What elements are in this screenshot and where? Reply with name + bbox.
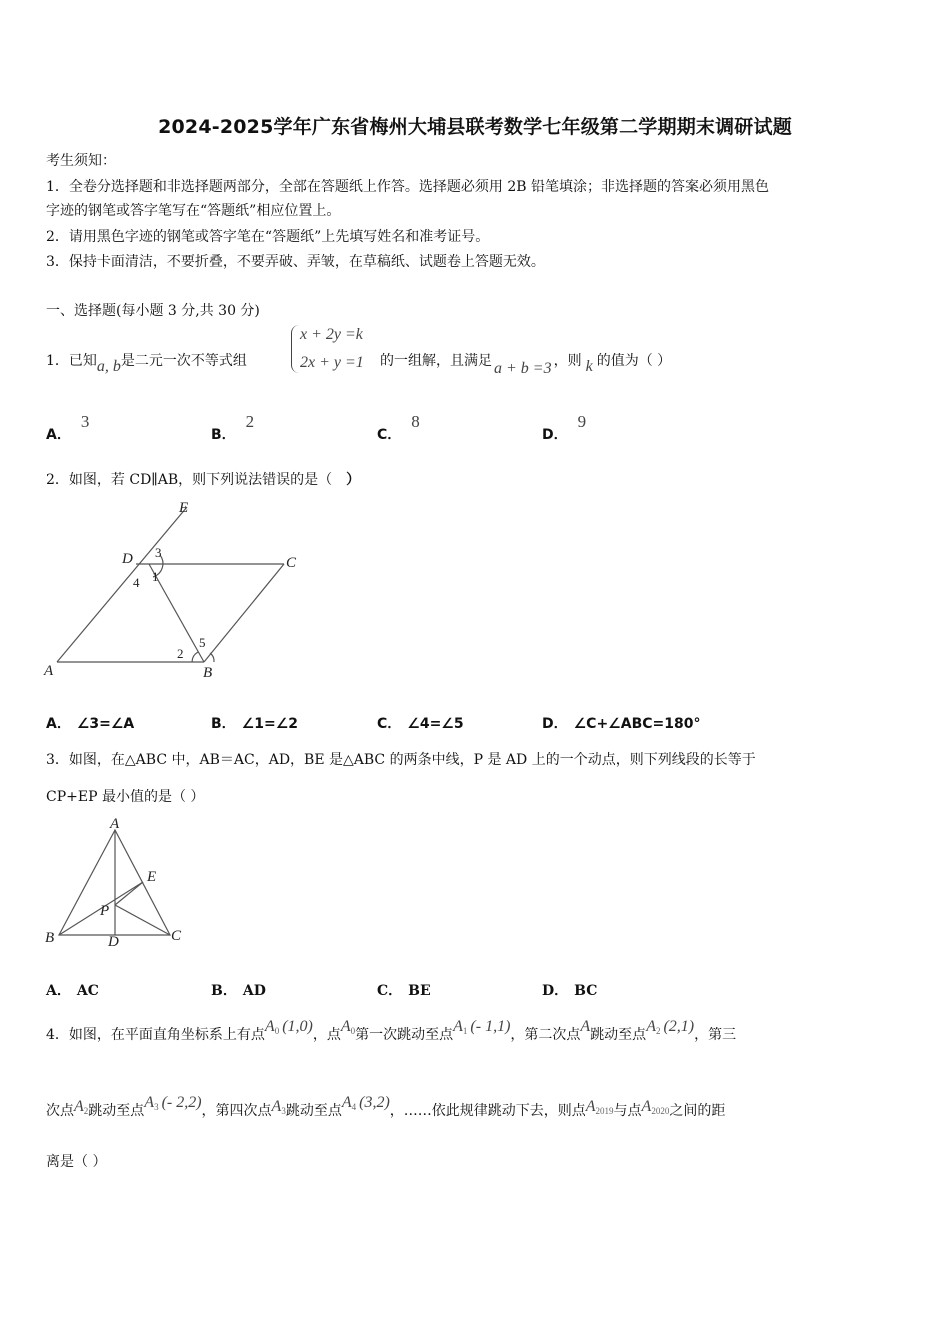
notice-item-3: 3．保持卡面清洁，不要折叠，不要弄破、弄皱，在草稿纸、试题卷上答题无效。	[46, 254, 545, 270]
q3-option-a[interactable]: A． AC	[46, 983, 99, 999]
q2-close: ）	[346, 472, 361, 488]
q1-eq1: x + 2y =k	[300, 326, 363, 343]
parallel-lines-figure	[40, 495, 310, 685]
q4-text-h: 跳动至点	[88, 1103, 145, 1119]
line-ae	[57, 507, 187, 662]
label-angle-5: 5	[199, 635, 206, 650]
q4-text-g: 次点	[46, 1103, 74, 1119]
q4-text-f: ，第三	[694, 1027, 737, 1043]
label-a: A	[44, 663, 54, 679]
q4-text-a: 4．如图，在平面直角坐标系上有点	[46, 1027, 265, 1043]
section-heading: 一、选择题(每小题 3 分,共 30 分)	[46, 303, 260, 319]
q3-option-c[interactable]: C． BE	[377, 983, 431, 999]
q4-text-e: 跳动至点	[590, 1027, 647, 1043]
q1-option-c[interactable]: C．8	[377, 412, 420, 443]
q2-option-a[interactable]: A． ∠3=∠A	[46, 716, 135, 732]
label-e: E	[147, 869, 157, 885]
q1-pre: 1．已知	[46, 353, 97, 369]
q1-cond: a + b =3	[494, 360, 552, 377]
q1-option-d[interactable]: D．9	[542, 412, 587, 443]
q4-text-m: 之间的距	[669, 1103, 726, 1119]
q1-post3: 的值为（ ）	[596, 353, 672, 369]
point-a3-ref: $A_3$	[271, 1098, 286, 1116]
label-angle-1: 1	[152, 569, 159, 584]
point-a2-ref: $A_2$	[74, 1098, 89, 1116]
question-1-cont	[380, 350, 672, 377]
system-brace	[291, 325, 300, 373]
q4-text-k: ，……依此规律跳动下去，则点	[389, 1103, 586, 1119]
q1-vars: a, b	[96, 358, 121, 375]
question-3-line-1: 3．如图，在△ABC 中，AB＝AC，AD，BE 是△ABC 的两条中线，P 是 AD 上的一个动点，则下列线段的长等于	[46, 752, 756, 768]
point-a1: $A_1$ (- 1,1)	[453, 1018, 511, 1036]
notice-heading: 考生须知：	[46, 153, 116, 169]
label-p: P	[100, 903, 110, 919]
q1-mid: 是二元一次不等式组	[120, 353, 247, 369]
point-a3: $A_3$ (- 2,2)	[144, 1094, 202, 1112]
label-b: B	[45, 930, 55, 946]
label-c: C	[171, 928, 182, 944]
point-a0-ref: $A_0$	[340, 1018, 356, 1036]
label-e: E	[179, 500, 189, 516]
q2-option-c[interactable]: C． ∠4=∠5	[377, 716, 464, 732]
q4-text-d: ，第二次点	[510, 1027, 581, 1043]
q2-text: 2．如图，若 CD∥AB，则下列说法错误的是（	[46, 472, 333, 488]
point-a2: $A_2$ (2,1)	[646, 1018, 695, 1036]
q4-text-i: ，第四次点	[201, 1103, 272, 1119]
q1-option-b[interactable]: B．2	[211, 412, 255, 443]
page-title: 2024-2025学年广东省梅州大埔县联考数学七年级第二学期期末调研试题	[158, 116, 792, 138]
line-cb	[204, 564, 284, 662]
notice-item-2: 2．请用黑色字迹的钢笔或答字笔在“答题纸”上先填写姓名和准考证号。	[46, 229, 490, 245]
notice-item-1a: 1．全卷分选择题和非选择题两部分，全部在答题纸上作答。选择题必须用 2B 铅笔填涂；非选择题的答案必须用黑色	[46, 179, 769, 195]
point-a4: $A_4$ (3,2)	[341, 1094, 390, 1112]
question-4-line-1	[46, 1018, 737, 1050]
label-c: C	[286, 555, 297, 571]
segment-pe	[115, 882, 143, 905]
label-angle-4: 4	[133, 575, 140, 590]
label-angle-3: 3	[155, 545, 162, 560]
q2-option-b[interactable]: B． ∠1=∠2	[211, 716, 298, 732]
q3-option-b[interactable]: B． AD	[211, 983, 266, 999]
point-a2019: $A_{2019}$	[585, 1098, 614, 1116]
label-b: B	[203, 665, 213, 681]
point-a1-ref: A	[580, 1018, 591, 1035]
point-a2020: $A_{2020}$	[641, 1098, 670, 1116]
label-d: D	[122, 551, 133, 567]
label-d: D	[108, 934, 119, 950]
point-a0: $A_0$ (1,0)	[264, 1018, 313, 1036]
question-4-line-3: 离是（ ）	[46, 1154, 107, 1170]
q4-text-j: 跳动至点	[285, 1103, 342, 1119]
q1-option-a[interactable]: A．3	[46, 412, 90, 443]
question-2	[46, 469, 360, 491]
q3-option-d[interactable]: D． BC	[542, 983, 598, 999]
q4-text-l: 与点	[613, 1103, 642, 1119]
q1-post2: ，则	[553, 353, 582, 369]
q1-eq2: 2x + y =1	[300, 354, 364, 371]
question-1	[46, 350, 247, 375]
triangle-figure	[40, 815, 190, 950]
q4-text-c: 第一次跳动至点	[355, 1027, 454, 1043]
question-4-line-2	[46, 1094, 726, 1126]
label-a: A	[110, 816, 120, 832]
notice-item-1b: 字迹的钢笔或答字笔写在“答题纸”相应位置上。	[46, 203, 341, 219]
q2-option-d[interactable]: D． ∠C+∠ABC=180°	[542, 716, 701, 732]
q1-k: k	[585, 358, 593, 375]
label-angle-2: 2	[177, 646, 184, 661]
question-3-line-2: CP+EP 最小值的是（ ）	[46, 789, 205, 805]
q1-post1: 的一组解，且满足	[380, 353, 492, 369]
q4-text-b: ，点	[312, 1027, 341, 1043]
